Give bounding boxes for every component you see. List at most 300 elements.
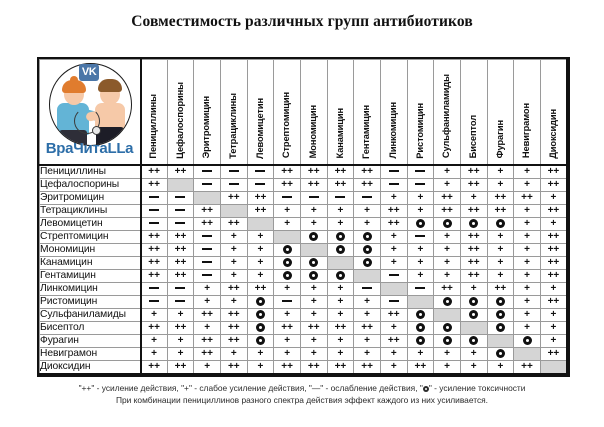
matrix-cell: + [514, 217, 541, 230]
matrix-cell: ++ [141, 243, 168, 256]
matrix-cell: ++ [460, 165, 487, 179]
matrix-cell [354, 230, 381, 243]
matrix-cell: + [167, 347, 194, 360]
matrix-cell [434, 295, 461, 308]
matrix-cell: ++ [460, 230, 487, 243]
matrix-cell: + [167, 334, 194, 347]
matrix-cell [460, 217, 487, 230]
row-header-14[interactable]: Фурагин [40, 334, 141, 347]
matrix-cell: ++ [274, 321, 301, 334]
matrix-cell: + [407, 347, 434, 360]
column-header-7[interactable] [300, 60, 327, 165]
matrix-cell: ++ [220, 321, 247, 334]
matrix-cell: ++ [274, 165, 301, 179]
weaken-symbol-icon [415, 170, 425, 172]
matrix-cell [380, 295, 407, 308]
matrix-cell [407, 217, 434, 230]
matrix-cell: ++ [354, 178, 381, 191]
matrix-cell-self [194, 191, 221, 204]
matrix-cell: ++ [300, 165, 327, 179]
column-header-3[interactable] [194, 60, 221, 165]
matrix-cell: ++ [327, 321, 354, 334]
matrix-body [40, 165, 568, 375]
weaken-symbol-icon [149, 222, 159, 224]
matrix-cell: ++ [487, 191, 514, 204]
toxicity-symbol-icon [256, 310, 265, 319]
matrix-cell: ++ [194, 334, 221, 347]
table-row [40, 204, 568, 217]
matrix-cell: ++ [194, 204, 221, 217]
matrix-cell: ++ [220, 282, 247, 295]
matrix-cell: ++ [354, 360, 381, 374]
column-header-label: Левомицетин [254, 97, 265, 159]
toxicity-symbol-icon [256, 323, 265, 332]
matrix-cell: ++ [167, 256, 194, 269]
column-header-14[interactable] [487, 60, 514, 165]
toxicity-symbol-icon [309, 232, 318, 241]
matrix-cell: + [514, 230, 541, 243]
row-header-9[interactable]: Гентамицин [40, 269, 141, 282]
matrix-cell: ++ [540, 204, 567, 217]
matrix-cell: ++ [274, 360, 301, 374]
matrix-cell: + [487, 256, 514, 269]
matrix-cell [274, 295, 301, 308]
weaken-symbol-icon [202, 261, 212, 263]
compatibility-matrix-frame [37, 57, 570, 377]
matrix-cell: ++ [540, 295, 567, 308]
matrix-cell: ++ [247, 204, 274, 217]
column-header-label: Диоксидин [547, 108, 558, 159]
weaken-symbol-icon [389, 300, 399, 302]
matrix-cell: ++ [167, 230, 194, 243]
column-header-11[interactable] [407, 60, 434, 165]
matrix-cell: + [380, 347, 407, 360]
weaken-symbol-icon [149, 300, 159, 302]
matrix-cell [247, 334, 274, 347]
matrix-cell [407, 230, 434, 243]
row-header-2[interactable]: Цефалоспорины [40, 178, 141, 191]
matrix-cell: + [407, 243, 434, 256]
matrix-cell [274, 256, 301, 269]
matrix-cell [274, 191, 301, 204]
matrix-cell: + [540, 334, 567, 347]
row-header-6[interactable]: Стрептомицин [40, 230, 141, 243]
matrix-cell-self [434, 308, 461, 321]
matrix-cell: + [487, 230, 514, 243]
matrix-cell: + [434, 178, 461, 191]
matrix-cell: ++ [540, 347, 567, 360]
matrix-cell: + [274, 282, 301, 295]
column-header-16[interactable] [540, 60, 567, 165]
toxicity-symbol-icon [469, 336, 478, 345]
matrix-cell: ++ [141, 321, 168, 334]
matrix-cell: + [514, 243, 541, 256]
matrix-cell: + [300, 282, 327, 295]
matrix-cell: ++ [167, 321, 194, 334]
row-header-5[interactable]: Левомицетин [40, 217, 141, 230]
column-header-label: Линкомицин [388, 101, 399, 159]
matrix-cell: + [460, 360, 487, 374]
weaken-symbol-icon [175, 222, 185, 224]
matrix-cell: ++ [434, 204, 461, 217]
matrix-cell: + [300, 308, 327, 321]
matrix-cell: ++ [380, 334, 407, 347]
matrix-cell [407, 308, 434, 321]
matrix-cell: + [274, 308, 301, 321]
column-header-10[interactable] [380, 60, 407, 165]
matrix-cell: ++ [141, 256, 168, 269]
matrix-cell-self [220, 204, 247, 217]
column-header-2[interactable] [167, 60, 194, 165]
matrix-cell-self [274, 230, 301, 243]
matrix-cell: + [514, 256, 541, 269]
matrix-cell [407, 178, 434, 191]
matrix-cell: ++ [167, 360, 194, 374]
toxicity-symbol-icon [336, 232, 345, 241]
column-header-6[interactable] [274, 60, 301, 165]
matrix-cell [354, 282, 381, 295]
matrix-cell [487, 347, 514, 360]
legend-line-2: При комбинации пенициллинов разного спектра действия эффект каждого из них усиливается. [115, 394, 489, 405]
matrix-cell: + [141, 334, 168, 347]
weaken-symbol-icon [335, 196, 345, 198]
column-header-label: Стрептомицин [281, 92, 292, 159]
matrix-cell: ++ [141, 178, 168, 191]
toxicity-symbol-icon [416, 323, 425, 332]
column-header-5[interactable] [247, 60, 274, 165]
logo-cell [40, 60, 141, 165]
matrix-cell [487, 217, 514, 230]
row-header-16[interactable]: Диоксидин [40, 360, 141, 374]
weaken-symbol-icon [415, 183, 425, 185]
matrix-cell: + [407, 269, 434, 282]
matrix-cell: ++ [380, 217, 407, 230]
matrix-cell: + [460, 282, 487, 295]
matrix-cell [300, 269, 327, 282]
matrix-cell: ++ [540, 269, 567, 282]
toxicity-symbol-icon [416, 336, 425, 345]
matrix-cell: + [300, 217, 327, 230]
matrix-cell: + [354, 334, 381, 347]
matrix-cell: + [141, 308, 168, 321]
toxicity-symbol-icon [309, 258, 318, 267]
matrix-cell: + [380, 230, 407, 243]
matrix-cell-self [167, 178, 194, 191]
matrix-cell-self [487, 334, 514, 347]
column-header-9[interactable] [354, 60, 381, 165]
matrix-cell: + [247, 243, 274, 256]
matrix-cell: + [327, 282, 354, 295]
matrix-cell: ++ [167, 269, 194, 282]
matrix-cell: + [460, 347, 487, 360]
column-header-12[interactable] [434, 60, 461, 165]
matrix-cell [141, 282, 168, 295]
matrix-cell: + [220, 347, 247, 360]
matrix-header [40, 60, 568, 165]
row-header-10[interactable]: Линкомицин [40, 282, 141, 295]
column-header-13[interactable] [460, 60, 487, 165]
matrix-cell [460, 334, 487, 347]
toxicity-symbol-icon [469, 310, 478, 319]
matrix-cell: ++ [194, 217, 221, 230]
weaken-symbol-icon [149, 196, 159, 198]
matrix-cell: ++ [300, 360, 327, 374]
weaken-symbol-icon [202, 235, 212, 237]
toxicity-symbol-icon [336, 245, 345, 254]
matrix-cell [141, 191, 168, 204]
matrix-cell: + [300, 295, 327, 308]
matrix-cell: ++ [247, 191, 274, 204]
weaken-symbol-icon [202, 170, 212, 172]
toxicity-symbol-icon [363, 258, 372, 267]
matrix-cell [274, 269, 301, 282]
matrix-cell: ++ [380, 308, 407, 321]
matrix-cell-self [540, 360, 567, 374]
matrix-cell [434, 217, 461, 230]
row-header-13[interactable]: Бисептол [40, 321, 141, 334]
matrix-cell: + [487, 178, 514, 191]
table-row [40, 178, 568, 191]
column-header-label: Тетрациклины [228, 92, 239, 159]
matrix-cell: ++ [460, 178, 487, 191]
weaken-symbol-icon [255, 170, 265, 172]
weaken-symbol-icon [202, 274, 212, 276]
legend-line-1-part-2: " - усиление токсичности [428, 383, 526, 393]
matrix-cell [354, 243, 381, 256]
row-header-8[interactable]: Канамицин [40, 256, 141, 269]
matrix-cell: + [220, 243, 247, 256]
matrix-cell: + [514, 204, 541, 217]
column-header-4[interactable] [220, 60, 247, 165]
toxicity-symbol-icon [443, 297, 452, 306]
matrix-cell: + [354, 295, 381, 308]
table-row [40, 269, 568, 282]
matrix-cell: + [354, 204, 381, 217]
matrix-cell: + [380, 191, 407, 204]
matrix-cell [327, 269, 354, 282]
matrix-cell [407, 282, 434, 295]
matrix-header-row [40, 60, 568, 165]
matrix-cell: ++ [380, 204, 407, 217]
matrix-cell: ++ [434, 191, 461, 204]
matrix-cell: + [141, 347, 168, 360]
matrix-cell [327, 243, 354, 256]
matrix-cell [407, 321, 434, 334]
column-header-label: Фурагин [494, 120, 505, 159]
table-row [40, 217, 568, 230]
matrix-cell-self [327, 256, 354, 269]
matrix-cell [220, 165, 247, 179]
matrix-cell: + [514, 321, 541, 334]
matrix-cell [167, 191, 194, 204]
matrix-cell: + [407, 191, 434, 204]
matrix-cell [354, 191, 381, 204]
matrix-cell [380, 269, 407, 282]
matrix-cell [141, 217, 168, 230]
toxicity-symbol-icon [256, 297, 265, 306]
matrix-cell-self [247, 217, 274, 230]
row-header-12[interactable]: Сульфаниламиды [40, 308, 141, 321]
column-header-label: Сульфаниламиды [441, 74, 452, 159]
matrix-cell [167, 217, 194, 230]
table-row [40, 321, 568, 334]
matrix-cell: ++ [300, 321, 327, 334]
column-header-label: Невиграмон [521, 103, 532, 159]
weaken-symbol-icon [149, 209, 159, 211]
page-title: Совместимость различных групп антибиотиков [131, 13, 473, 30]
toxicity-symbol-icon [283, 271, 292, 280]
matrix-cell-self [407, 295, 434, 308]
matrix-cell [487, 295, 514, 308]
matrix-cell [434, 334, 461, 347]
matrix-cell: + [380, 256, 407, 269]
row-header-1[interactable]: Пенициллины [40, 165, 141, 179]
matrix-cell [194, 243, 221, 256]
matrix-cell: + [514, 282, 541, 295]
row-header-3[interactable]: Эритромицин [40, 191, 141, 204]
weaken-symbol-icon [362, 196, 372, 198]
matrix-cell: ++ [540, 230, 567, 243]
matrix-cell: + [194, 321, 221, 334]
matrix-cell: ++ [141, 360, 168, 374]
column-header-1[interactable] [141, 60, 168, 165]
toxicity-symbol-icon [469, 297, 478, 306]
toxicity-symbol-icon [309, 271, 318, 280]
toxicity-symbol-icon [443, 219, 452, 228]
matrix-cell-self [300, 243, 327, 256]
matrix-cell: ++ [540, 243, 567, 256]
weaken-symbol-icon [202, 248, 212, 250]
matrix-cell: + [514, 308, 541, 321]
matrix-cell: + [220, 269, 247, 282]
matrix-cell: + [327, 295, 354, 308]
toxicity-symbol-icon [256, 336, 265, 345]
matrix-cell: ++ [514, 191, 541, 204]
matrix-cell: ++ [327, 178, 354, 191]
column-header-15[interactable] [514, 60, 541, 165]
weaken-symbol-icon [389, 274, 399, 276]
matrix-cell [167, 282, 194, 295]
matrix-cell [167, 204, 194, 217]
matrix-cell [487, 321, 514, 334]
legend-line-1-part-1: "++" - усиление действия, "+" - слабое усиление действия, "—" - ослабление действия, " [78, 383, 423, 393]
logo-wrap [40, 60, 139, 163]
matrix-cell: ++ [514, 360, 541, 374]
matrix-cell [274, 243, 301, 256]
matrix-cell: ++ [487, 204, 514, 217]
matrix-cell [380, 178, 407, 191]
toxicity-symbol-icon [283, 245, 292, 254]
matrix-cell [354, 256, 381, 269]
matrix-cell [460, 308, 487, 321]
matrix-cell: + [434, 360, 461, 374]
matrix-cell: + [354, 308, 381, 321]
matrix-cell [220, 178, 247, 191]
weaken-symbol-icon [229, 183, 239, 185]
matrix-cell: + [300, 204, 327, 217]
matrix-cell: + [220, 295, 247, 308]
matrix-cell-self [514, 347, 541, 360]
toxicity-symbol-icon [283, 258, 292, 267]
toxicity-symbol-icon [523, 336, 532, 345]
weaken-symbol-icon [389, 183, 399, 185]
weaken-symbol-icon [175, 196, 185, 198]
matrix-cell: ++ [460, 243, 487, 256]
weaken-symbol-icon [255, 183, 265, 185]
weaken-symbol-icon [389, 170, 399, 172]
row-header-15[interactable]: Невиграмон [40, 347, 141, 360]
matrix-cell [247, 321, 274, 334]
column-header-label: Бисептол [468, 115, 479, 159]
matrix-cell-self [354, 269, 381, 282]
toxicity-symbol-icon [469, 219, 478, 228]
matrix-cell: + [274, 204, 301, 217]
matrix-cell: ++ [167, 165, 194, 179]
row-header-4[interactable]: Тетрациклины [40, 204, 141, 217]
matrix-cell: + [380, 360, 407, 374]
matrix-cell: + [514, 295, 541, 308]
matrix-cell [434, 321, 461, 334]
matrix-cell-self [460, 321, 487, 334]
matrix-cell: ++ [540, 256, 567, 269]
matrix-cell [514, 334, 541, 347]
matrix-cell [141, 204, 168, 217]
row-header-7[interactable]: Мономицин [40, 243, 141, 256]
matrix-cell [380, 165, 407, 179]
matrix-cell: ++ [194, 308, 221, 321]
matrix-cell: ++ [407, 360, 434, 374]
matrix-cell: + [434, 230, 461, 243]
column-header-label: Гентамицин [361, 104, 372, 159]
column-header-8[interactable] [327, 60, 354, 165]
toxicity-symbol-icon [443, 323, 452, 332]
matrix-cell: + [487, 165, 514, 179]
matrix-cell [141, 295, 168, 308]
column-header-label: Канамицин [334, 108, 345, 159]
matrix-cell: ++ [487, 282, 514, 295]
matrix-cell: + [460, 191, 487, 204]
row-header-11[interactable]: Ристомицин [40, 295, 141, 308]
matrix-cell [194, 178, 221, 191]
weaken-symbol-icon [282, 196, 292, 198]
matrix-cell: ++ [354, 165, 381, 179]
weaken-symbol-icon [149, 287, 159, 289]
table-row [40, 243, 568, 256]
matrix-cell [247, 295, 274, 308]
matrix-cell: ++ [194, 347, 221, 360]
matrix-cell: + [220, 256, 247, 269]
matrix-cell [460, 295, 487, 308]
toxicity-symbol-icon [423, 386, 429, 392]
matrix-cell: + [434, 165, 461, 179]
weaken-symbol-icon [202, 183, 212, 185]
matrix-cell: ++ [327, 165, 354, 179]
matrix-cell [300, 256, 327, 269]
table-row [40, 295, 568, 308]
weaken-symbol-icon [415, 287, 425, 289]
matrix-cell: ++ [327, 360, 354, 374]
matrix-cell: + [540, 217, 567, 230]
column-header-label: Ристомицин [414, 102, 425, 159]
weaken-symbol-icon [282, 300, 292, 302]
weaken-symbol-icon [175, 209, 185, 211]
column-header-label: Мономицин [308, 105, 319, 159]
table-row [40, 256, 568, 269]
table-row [40, 334, 568, 347]
matrix-cell: ++ [220, 334, 247, 347]
table-row [40, 165, 568, 179]
toxicity-symbol-icon [496, 219, 505, 228]
